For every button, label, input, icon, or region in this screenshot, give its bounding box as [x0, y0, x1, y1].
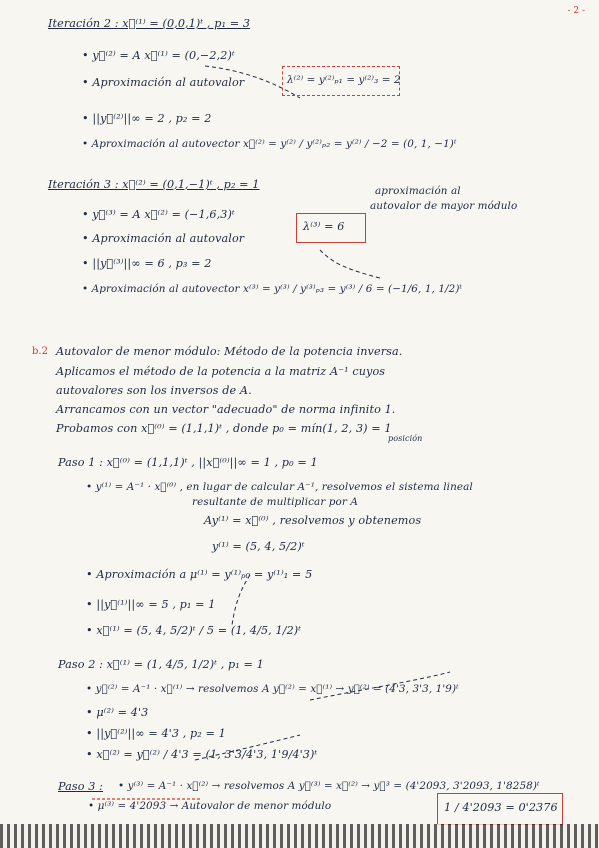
- step-1-line-6: • ||y⃗⁽¹⁾||∞ = 5 , p₁ = 1: [86, 598, 216, 611]
- b2-line-1: Autovalor de menor módulo: Método de la potencia inversa.: [56, 345, 403, 358]
- iteration-3-line-3: • ||y⃗⁽³⁾||∞ = 6 , p₃ = 2: [82, 257, 212, 270]
- step-1-title: Paso 1 : x⃗⁽⁰⁾ = (1,1,1)ᵗ , ||x⃗⁽⁰⁾||∞ = 1 , p₀ = 1: [58, 456, 318, 469]
- iteration-2-line-3: • ||y⃗⁽²⁾||∞ = 2 , p₂ = 2: [82, 112, 212, 125]
- dashed-arrow-it3: [320, 250, 380, 278]
- eigenvalue-box-it2: [282, 66, 400, 96]
- final-result-text: 1 / 4'2093 = 0'2376: [444, 801, 558, 814]
- iteration-2-title: Iteración 2 : x⃗⁽¹⁾ = (0,0,1)ᵗ , p₁ = 3: [48, 17, 251, 30]
- eigenvalue-box-it3: [296, 213, 366, 243]
- step-2-line-2: • μ⁽²⁾ = 4'3: [86, 706, 149, 719]
- step-2-title: Paso 2 : x⃗⁽¹⁾ = (1, 4/5, 1/2)ᵗ , p₁ = 1: [58, 658, 264, 671]
- eigenvalue-box-it2-text: λ⁽²⁾ = y⁽²⁾ₚ₁ = y⁽²⁾₃ = 2: [287, 74, 401, 86]
- iteration-2-line-2: • Aproximación al autovalor: [82, 76, 245, 89]
- step-1-line-5: • Aproximación a μ⁽¹⁾ = y⁽¹⁾ₚ₀ = y⁽¹⁾₁ = 5: [86, 568, 313, 581]
- step-3-line-2: • μ⁽³⁾ = 4'2093 → Autovalor de menor módulo: [88, 800, 332, 812]
- iteration-2-line-4: • Aproximación al autovector x⃗⁽²⁾ = y⁽²⁾ / y⁽²⁾ₚ₂ = y⁽²⁾ / −2 = (0, 1, −1)ᵗ: [82, 138, 457, 150]
- step-3-title: Paso 3 :: [58, 780, 103, 793]
- eigenvalue-box-it3-text: λ⁽³⁾ = 6: [303, 220, 345, 233]
- step-1-line-2: resultante de multiplicar por A: [192, 496, 358, 508]
- step-2-line-1: • y⃗⁽²⁾ = A⁻¹ · x⃗⁽¹⁾ → resolvemos A y⃗⁽²⁾ = x⃗⁽¹⁾ → y⃗⁽²⁾ = (4'3, 3'3, 1'9)ᵗ: [86, 683, 459, 695]
- iteration-3-note-1: aproximación al: [375, 185, 461, 197]
- iteration-3-line-1: • y⃗⁽³⁾ = A x⃗⁽²⁾ = (−1,6,3)ᵗ: [82, 208, 235, 221]
- b2-line-3: autovalores son los inversos de A.: [56, 384, 252, 397]
- b2-line-5: Probamos con x⃗⁽⁰⁾ = (1,1,1)ᵗ , donde p₀ = mín(1, 2, 3) = 1: [56, 422, 392, 435]
- b2-position-note: posición: [388, 434, 423, 443]
- b2-line-4: Arrancamos con un vector "adecuado" de norma infinito 1.: [56, 403, 396, 416]
- dashed-arrow-p1: [232, 575, 250, 625]
- section-marker-b2: b.2: [32, 346, 48, 357]
- iteration-3-line-4: • Aproximación al autovector x⁽³⁾ = y⁽³⁾ / y⁽³⁾ₚ₃ = y⁽³⁾ / 6 = (−1/6, 1, 1/2)ᵗ: [82, 283, 463, 295]
- step-1-line-1: • y⁽¹⁾ = A⁻¹ · x⃗⁽⁰⁾ , en lugar de calcular A⁻¹, resolvemos el sistema lineal: [86, 481, 473, 493]
- step-2-line-4: • x⃗⁽²⁾ = y⃗⁽²⁾ / 4'3 = (1, 3'3/4'3, 1'9/4'3)ᵗ: [86, 748, 318, 761]
- iteration-2-line-1: • y⃗⁽²⁾ = A x⃗⁽¹⁾ = (0,−2,2)ᵗ: [82, 49, 235, 62]
- page-number: - 2 -: [567, 6, 585, 16]
- final-result-box: [437, 793, 563, 825]
- iteration-3-line-2: • Aproximación al autovalor: [82, 232, 245, 245]
- step-1-line-7: • x⃗⁽¹⁾ = (5, 4, 5/2)ᵗ / 5 = (1, 4/5, 1/2)ᵗ: [86, 624, 302, 637]
- iteration-3-title: Iteración 3 : x⃗⁽²⁾ = (0,1,−1)ᵗ , p₂ = 1: [48, 178, 260, 191]
- step-2-line-3: • ||y⃗⁽²⁾||∞ = 4'3 , p₂ = 1: [86, 727, 226, 740]
- step-1-line-4: y⁽¹⁾ = (5, 4, 5/2)ᵗ: [212, 540, 305, 553]
- step-1-line-3: Ay⁽¹⁾ = x⃗⁽⁰⁾ , resolvemos y obtenemos: [204, 514, 422, 527]
- scan-edge-strip: [0, 824, 599, 848]
- step-3-line-1: • y⁽³⁾ = A⁻¹ · x⃗⁽²⁾ → resolvemos A y⃗⁽³⁾ = x⃗⁽²⁾ → y⃗³ = (4'2093, 3'2093, 1'8258)ᵗ: [118, 780, 540, 792]
- iteration-3-note-2: autovalor de mayor módulo: [370, 200, 518, 212]
- b2-line-2: Aplicamos el método de la potencia a la matriz A⁻¹ cuyos: [56, 365, 386, 378]
